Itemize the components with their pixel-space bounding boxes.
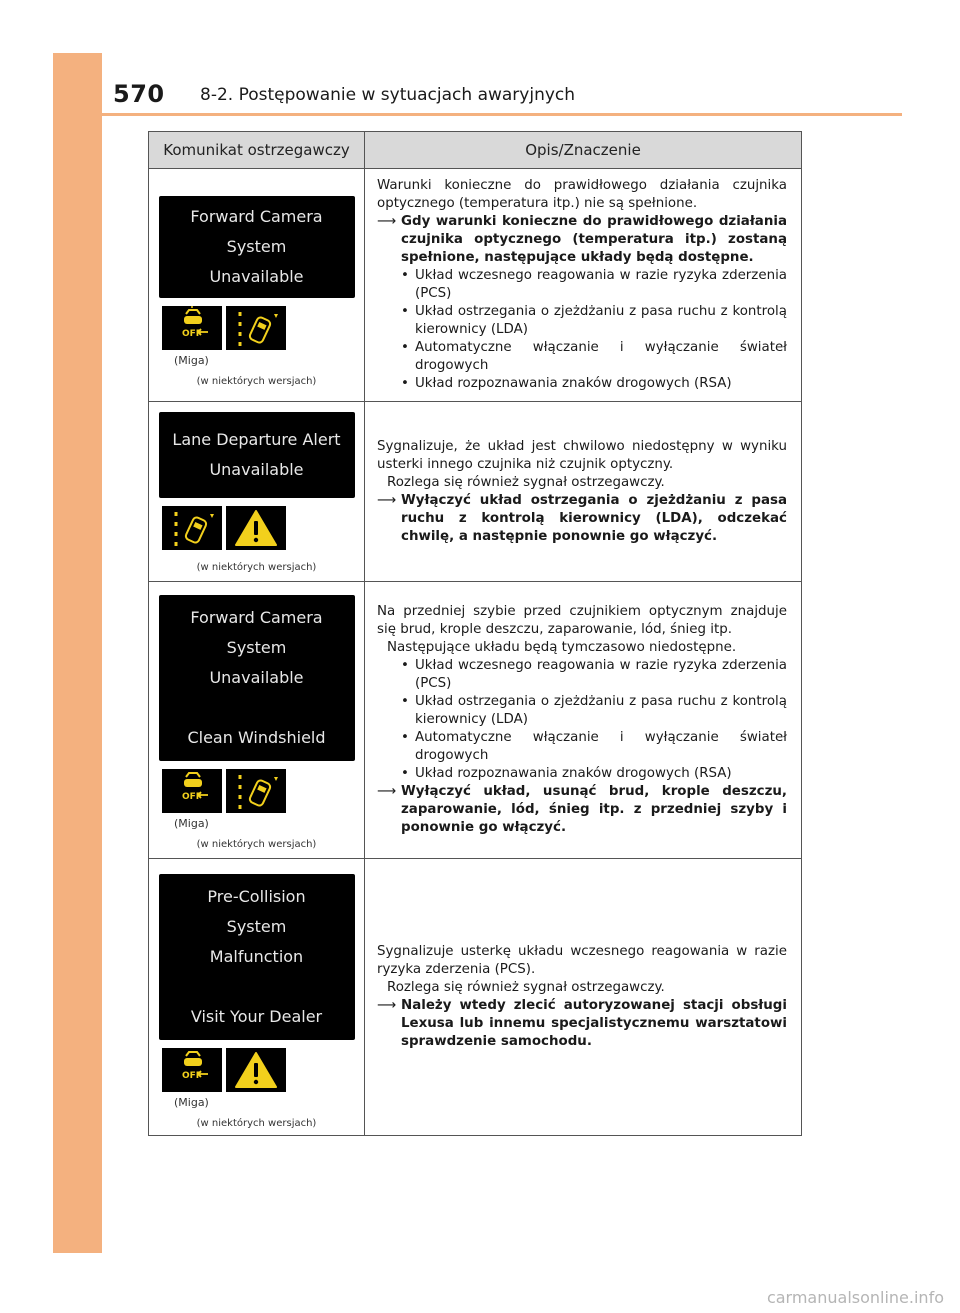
variant-note: (w niektórych wersjach) — [196, 838, 317, 850]
svg-text:OFF: OFF — [182, 1070, 202, 1081]
table-row — [149, 859, 802, 1136]
description-cell — [365, 859, 802, 1136]
action-text: ⟶ Wyłączyć układ ostrzegania o zjeżdżaniu z pasa ruchu z kontrolą kierownicy (LDA), odczekać chwilę, a następnie ponownie go włączyć. — [377, 492, 787, 544]
display-screen — [159, 595, 355, 761]
description-text: Sygnalizuje, że układ jest chwilowo niedostępny w wyniku usterki innego czujnika niż czujnik optyczny. — [377, 438, 787, 472]
description-cell — [365, 582, 802, 859]
action-text: ⟶ Wyłączyć układ, usunąć brud, krople deszczu, zaparowanie, lód, śnieg itp. z przedniej szyby i ponownie go włączyć. — [377, 784, 787, 835]
note-text: Rozlega się również sygnał ostrzegawczy. — [387, 980, 665, 995]
lane-departure-icon — [226, 769, 286, 813]
variant-note: (w niektórych wersjach) — [196, 562, 317, 573]
display-line: System — [226, 237, 287, 256]
list-item: • Układ rozpoznawania znaków drogowych (RSA) — [401, 766, 732, 781]
list-item: • Automatyczne włączanie i wyłączanie świateł drogowych — [401, 730, 787, 763]
pcs-off-icon — [162, 306, 222, 350]
page-number: 570 — [113, 80, 165, 108]
blink-label: (Miga) — [174, 816, 209, 830]
display-line: Forward Camera — [190, 607, 323, 627]
description-text: Sygnalizuje usterkę układu wczesnego reagowania w razie ryzyka zderzenia (PCS). — [377, 944, 787, 977]
description-cell — [365, 402, 802, 582]
warning-message-table — [148, 131, 802, 1136]
table-row — [149, 169, 802, 402]
table-row — [149, 582, 802, 859]
display-line: Unavailable — [209, 460, 304, 479]
header-rule — [102, 113, 902, 116]
list-item: • Układ wczesnego reagowania w razie ryzyka zderzenia (PCS) — [401, 268, 787, 301]
col-header-description: Opis/Znaczenie — [365, 132, 802, 169]
variant-note: (w niektórych wersjach) — [196, 1117, 317, 1129]
pcs-off-icon — [162, 1048, 222, 1092]
list-item: • Automatyczne włączanie i wyłączanie świateł drogowych — [401, 340, 787, 373]
note-text: Rozlega się również sygnał ostrzegawczy. — [387, 474, 665, 490]
description-text: Na przedniej szybie przed czujnikiem optycznym znajduje się brud, krople deszczu, zaparowanie, lód, śnieg itp. — [377, 604, 787, 637]
indicator-icons — [162, 769, 364, 813]
warning-triangle-icon — [226, 1048, 286, 1092]
table-row — [149, 402, 802, 582]
display-line: Lane Departure Alert — [172, 430, 341, 449]
col-header-message: Komunikat ostrzegawczy — [149, 132, 365, 169]
display-line: Malfunction — [209, 946, 304, 966]
list-item: • Układ wczesnego reagowania w razie ryzyka zderzenia (PCS) — [401, 658, 787, 691]
message-cell — [149, 402, 365, 582]
display-line: Forward Camera — [190, 207, 323, 226]
indicator-icons — [162, 1048, 364, 1092]
message-cell — [149, 169, 365, 402]
message-cell — [149, 859, 365, 1136]
lane-departure-icon — [162, 506, 222, 550]
blink-label: (Miga) — [174, 1095, 209, 1109]
action-text: ⟶ Należy wtedy zlecić autoryzowanej stacji obsługi Lexusa lub innemu specjalistycznemu warsztatowi sprawdzenie samochodu. — [377, 998, 787, 1049]
display-line: Unavailable — [209, 667, 304, 687]
pcs-off-icon — [162, 769, 222, 813]
list-item: • Układ ostrzegania o zjeżdżaniu z pasa ruchu z kontrolą kierownicy (LDA) — [401, 304, 787, 337]
list-item: • Układ ostrzegania o zjeżdżaniu z pasa ruchu z kontrolą kierownicy (LDA) — [401, 694, 787, 727]
display-line: Unavailable — [209, 267, 304, 286]
description-text: Warunki konieczne do prawidłowego działania czujnika optycznego (temperatura itp.) nie są spełnione. — [377, 178, 787, 211]
display-screen — [159, 196, 355, 298]
action-text: ⟶ Gdy warunki konieczne do prawidłowego działania czujnika optycznego (temperatura itp.) zostaną spełnione, następujące układy będą dostępne. — [377, 214, 787, 265]
note-text: Następujące układu będą tymczasowo niedostępne. — [387, 640, 737, 655]
lane-departure-icon — [226, 306, 286, 350]
display-line: Pre-Collision — [207, 886, 306, 906]
section-title: 8-2. Postępowanie w sytuacjach awaryjnych — [200, 85, 576, 105]
description-cell — [365, 169, 802, 402]
blink-label: (Miga) — [174, 354, 209, 367]
indicator-icons — [162, 306, 364, 350]
message-cell — [149, 582, 365, 859]
variant-note: (w niektórych wersjach) — [196, 376, 317, 387]
side-band — [53, 53, 102, 1253]
display-line: Visit Your Dealer — [190, 1006, 323, 1026]
warning-triangle-icon — [226, 506, 286, 550]
watermark: carmanualsonline.info — [766, 1288, 944, 1307]
table-header-row — [149, 132, 802, 169]
display-line: Clean Windshield — [187, 727, 326, 747]
svg-text:OFF: OFF — [182, 329, 202, 339]
list-item: • Układ rozpoznawania znaków drogowych (RSA) — [401, 376, 732, 391]
svg-text:OFF: OFF — [182, 791, 202, 802]
display-screen — [159, 412, 355, 498]
display-line: System — [226, 916, 287, 936]
indicator-icons — [162, 506, 364, 550]
display-line: System — [226, 637, 287, 657]
display-screen — [159, 874, 355, 1040]
